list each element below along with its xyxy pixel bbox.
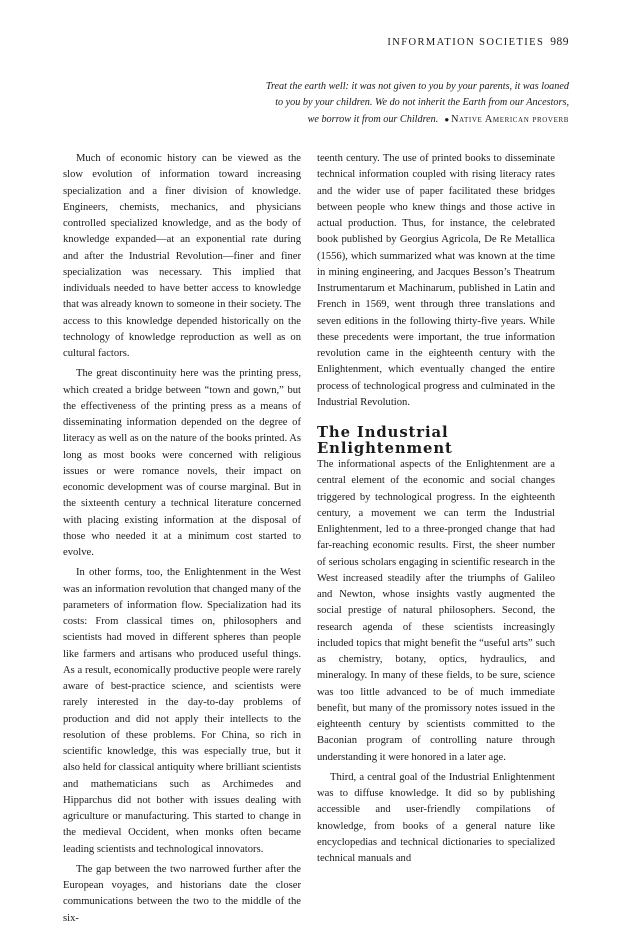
left-column (63, 151, 301, 927)
bullet-icon: ● (444, 114, 450, 124)
body-paragraph: teenth century. The use of printed books to disseminate technical information coupled with rising literacy rates and the wider use of paper facilitated these bridges between people who knew things and those active in actual production. Thus, for instance, the celebrated book published by Georgius Agricola, De Re Metallica (1556), which summarized what was known at the time in mining engineering, and Jacques Besson’s Theatrum Instrumentarum et Machinarum, published in Latin and French in 1569, went through three translations and seven editions in the following thirty-five years. While these precedents were important, the true information revolution came in the eighteenth century with the Enlightenment, which eventually changed the entire process of technological progress and culminated in the Industrial Revolution. (317, 153, 555, 408)
body-paragraph: In other forms, too, the Enlightenment in the West was an information revolution that changed many of the parameters of information flow. Specialization had its costs: From classical times on, philosophers and scientists had moved in different spheres than people like farmers and artisans who produced useful things. As a result, economically productive people were rarely aware of best-practice science, and scientists were rarely interested in the day-to-day problems of production and did not apply their intellects to the resolution of these problems. For China, so rich in scientific knowledge, this was especially true, but it also held for classical antiquity where brilliant scientists and mathematicians such as Archimedes and Hipparchus did not bother with issues dealing with agriculture or manufacturing. This started to change in the medieval Occident, when monks often became leading scientists and technological innovators. (63, 567, 302, 855)
right-column (317, 151, 555, 867)
epigraph-line-3 (149, 112, 569, 128)
running-head (387, 36, 569, 48)
body-paragraph: The gap between the two narrowed further after the European voyages, and historians date the closer communications between the two to the middle of the six- (63, 863, 301, 924)
epigraph-attribution: Native American proverb (451, 113, 569, 125)
body-paragraph: The great discontinuity here was the printing press, which created a bridge between “town and gown,” but the effectiveness of the printing press as a means of disseminating information depended on the degree of literacy as well as on the nature of the books printed. As long as most books were concerned with religious issues or were romance novels, their impact on economic development was of course marginal. But in the sixteenth century a technical literature concerned with placing existing information at the disposal of those who needed it at a minimum cost started to evolve. (63, 368, 301, 558)
epigraph-line-2: to you by your children. We do not inherit the Earth from our Ancestors, (275, 97, 569, 109)
epigraph-line-3-text: we borrow it from our Children. (307, 113, 439, 125)
epigraph-line-1: Treat the earth well: it was not given to you by your parents, it was loaned (265, 81, 569, 92)
epigraph (149, 79, 569, 128)
section-spacer (317, 411, 555, 425)
running-head-title: INFORMATION SOCIETIES (387, 37, 545, 48)
page-number: 989 (550, 36, 569, 48)
body-paragraph: The informational aspects of the Enlightenment are a central element of the economic and social changes triggered by technological progress. In the eighteenth century, a movement we can term the Industrial Enlightenment, led to a three-pronged change that had far-reaching economic results. First, the sheer number of serious scholars engaging in scientific research in the West increased steadily after the triumphs of Galileo and Newton, whose insights vastly augmented the social prestige of natural philosophers. Second, the research agenda of these scientists increasingly included topics that might benefit the “useful arts” such as chemistry, botany, optics, hydraulics, and mineralogy. In many of these fields, to be sure, science was too little advanced to be of much immediate benefit, but many of the promissory notes issued in the eighteenth century by scientists committed to the Baconian program of controlling nature through understanding it were honored in a later age. (317, 459, 555, 763)
section-heading: The Industrial Enlightenment (317, 424, 453, 457)
body-paragraph: Third, a central goal of the Industrial Enlightenment was to diffuse knowledge. It did so by publishing accessible and user-friendly compilations of knowledge, from books of a general nature like encyclopedias and technical dictionaries to specialized technical manuals and (317, 771, 555, 865)
body-paragraph: Much of economic history can be viewed as the slow evolution of information toward increasing specialization and a finer division of knowledge. Engineers, chemists, mechanics, and physicians controlled specialized knowledge, and as the body of knowledge expanded—at an exponential rate during and after the Industrial Revolution—finer and finer specialization was necessary. This implied that individuals needed to have better access to knowledge that was already known to someone in their society. The access to this knowledge depended historically on the technology of knowledge reproduction as well as on cultural factors. (63, 153, 302, 359)
